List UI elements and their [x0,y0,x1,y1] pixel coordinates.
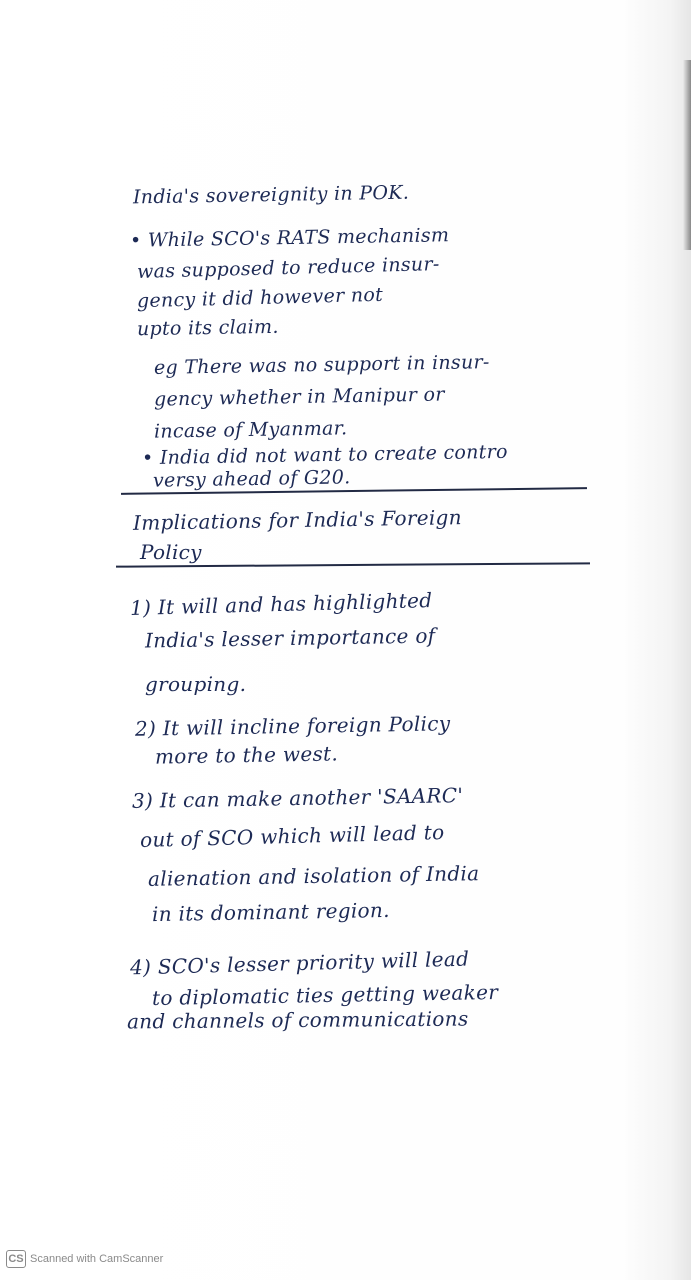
section-heading: Implications for India's Foreign [132,505,463,535]
note-line: was supposed to reduce insur- [136,253,440,283]
point-line: alienation and isolation of India [147,861,480,891]
point-line: grouping. [145,672,247,696]
point-line: more to the west. [154,741,339,769]
point-line: out of SCO which will lead to [139,820,445,852]
page-edge-shadow [683,60,691,250]
note-line: India's sovereignity in POK. [132,181,410,209]
note-line: gency it did however not [136,283,384,313]
point-line: India's lesser importance of [144,623,436,653]
point-line: and channels of communications [126,1006,469,1034]
point-line: 4) SCO's lesser priority will lead [129,946,470,980]
point-line: to diplomatic ties getting weaker [151,979,499,1011]
note-line: upto its claim. [136,315,279,341]
note-line: eg There was no support in insur- [153,351,490,379]
note-line: • While SCO's RATS mechanism [129,224,450,252]
point-line: 1) It will and has highlighted [129,588,433,620]
note-line: • India did not want to create contro [141,440,508,470]
note-line: gency whether in Manipur or [153,383,445,411]
watermark-text: Scanned with CamScanner [30,1253,164,1265]
point-line: 2) It will incline foreign Policy [134,711,451,741]
note-line: incase of Myanmar. [153,417,348,443]
note-line: versy ahead of G20. [152,466,351,492]
camscanner-watermark [6,1250,163,1268]
camscanner-logo-icon: CS [6,1250,26,1268]
point-line: in its dominant region. [151,897,390,927]
section-heading: Policy [140,540,202,564]
point-line: 3) It can make another 'SAARC' [131,783,464,813]
